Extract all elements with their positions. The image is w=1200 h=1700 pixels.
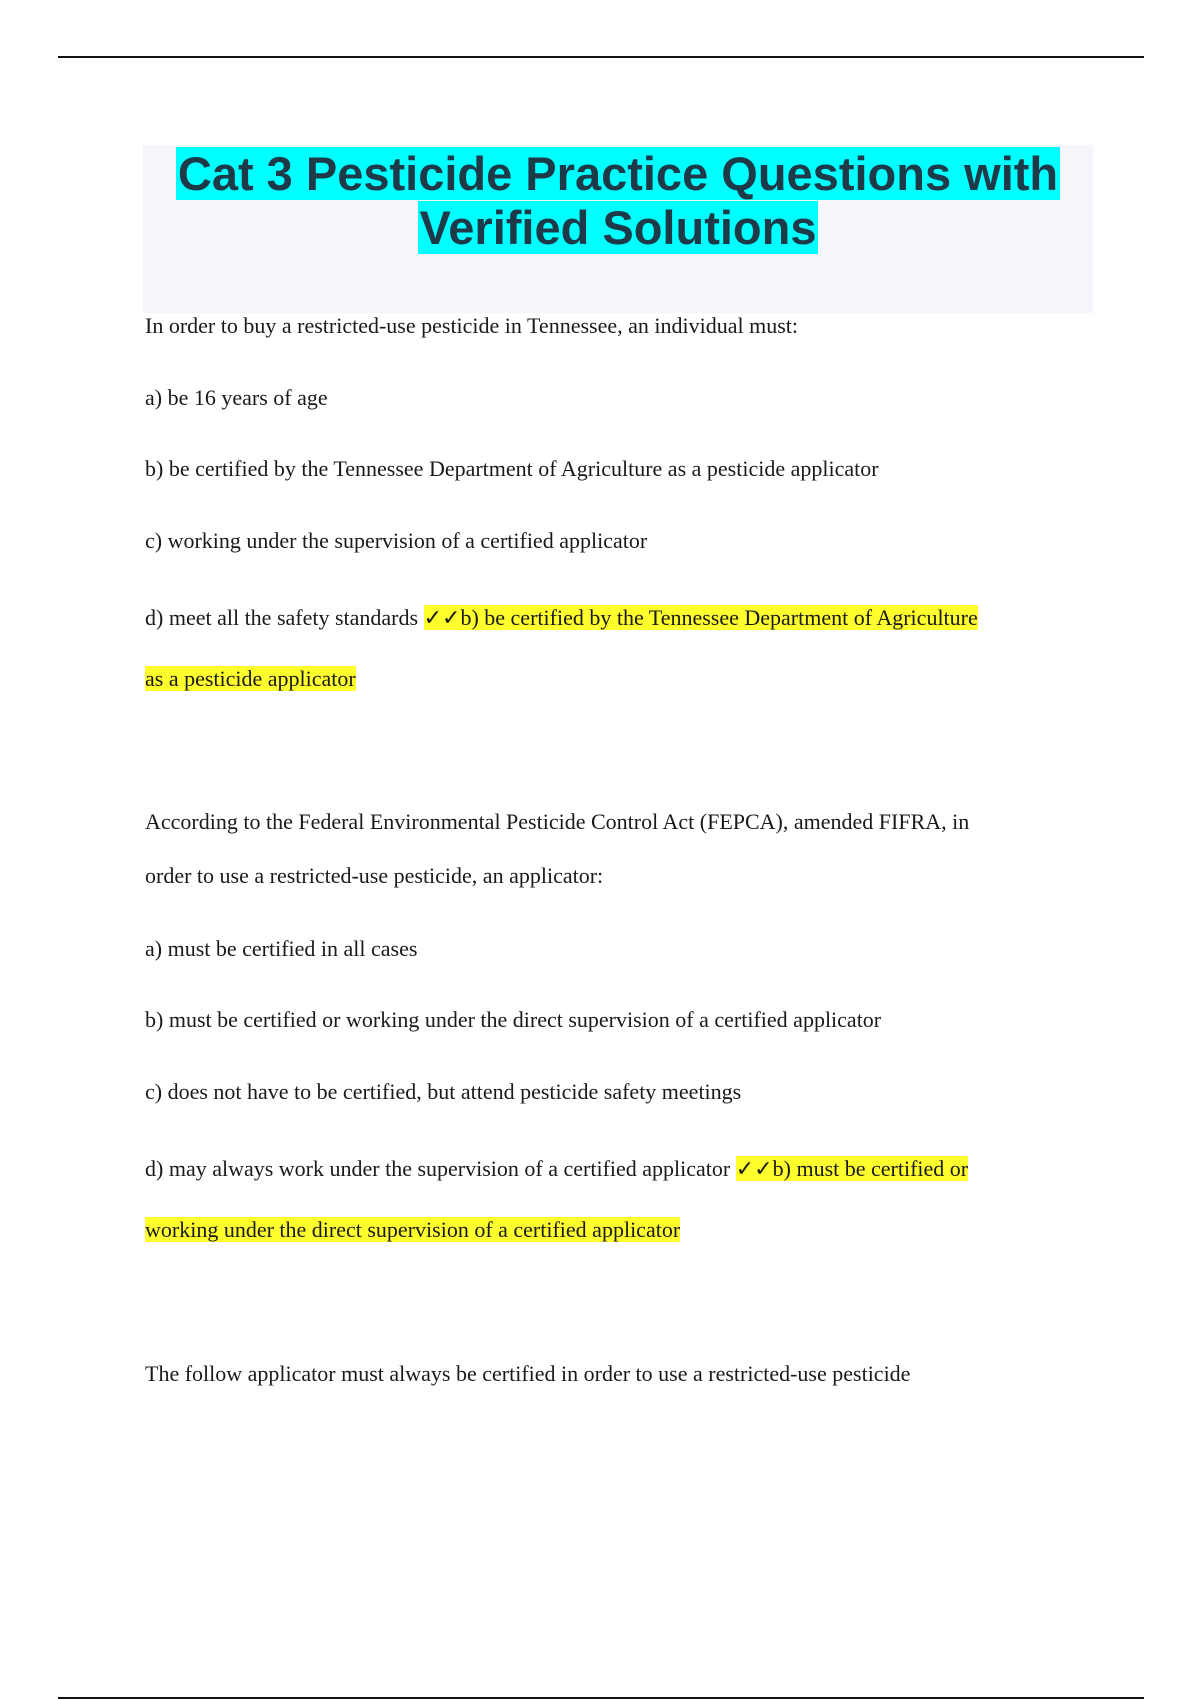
question-2-option-d: d) may always work under the supervision of a certified applicator [145,1156,731,1181]
question-1-answer-row-2 [145,663,356,695]
question-1-option-d-row [145,602,978,635]
check-mark-icon: ✓✓ [423,606,461,631]
question-1-option-d: d) meet all the safety standards [145,605,419,630]
question-2-answer-line-2: working under the direct supervision of a certified applicator [145,1217,681,1242]
question-2-answer-row-2 [145,1214,680,1246]
question-2-answer-highlight [736,1156,968,1181]
document-title [143,147,1093,255]
question-2-option-a: a) must be certified in all cases [145,936,418,961]
question-1-answer-highlight [424,605,978,630]
header-rule [58,56,1144,58]
question-3-stem: The follow applicator must always be certified in order to use a restricted-use pesticide [145,1361,911,1386]
question-2-stem-line-1: According to the Federal Environmental Pesticide Control Act (FEPCA), amended FIFRA, in [145,809,970,834]
question-2-option-d-row [145,1153,968,1186]
footer-rule [58,1697,1144,1699]
question-2-option-c: c) does not have to be certified, but attend pesticide safety meetings [145,1079,742,1104]
question-1-option-c: c) working under the supervision of a certified applicator [145,528,648,553]
question-1-option-a: a) be 16 years of age [145,385,328,410]
question-1-stem: In order to buy a restricted-use pesticide in Tennessee, an individual must: [145,313,798,338]
question-1-answer-line-1: b) be certified by the Tennessee Department of Agriculture [460,605,978,630]
question-1-answer-line-2: as a pesticide applicator [145,666,356,691]
check-mark-icon: ✓✓ [735,1157,773,1182]
title-line-2: Verified Solutions [419,201,817,254]
title-line-1: Cat 3 Pesticide Practice Questions with [177,147,1059,200]
question-2-answer-line-1: b) must be certified or [772,1156,969,1181]
question-1-option-b: b) be certified by the Tennessee Department of Agriculture as a pesticide applicator [145,456,879,481]
question-2-option-b: b) must be certified or working under the direct supervision of a certified applicator [145,1007,882,1032]
title-banner [143,145,1093,313]
question-2-stem-line-2: order to use a restricted-use pesticide, an applicator: [145,863,604,888]
